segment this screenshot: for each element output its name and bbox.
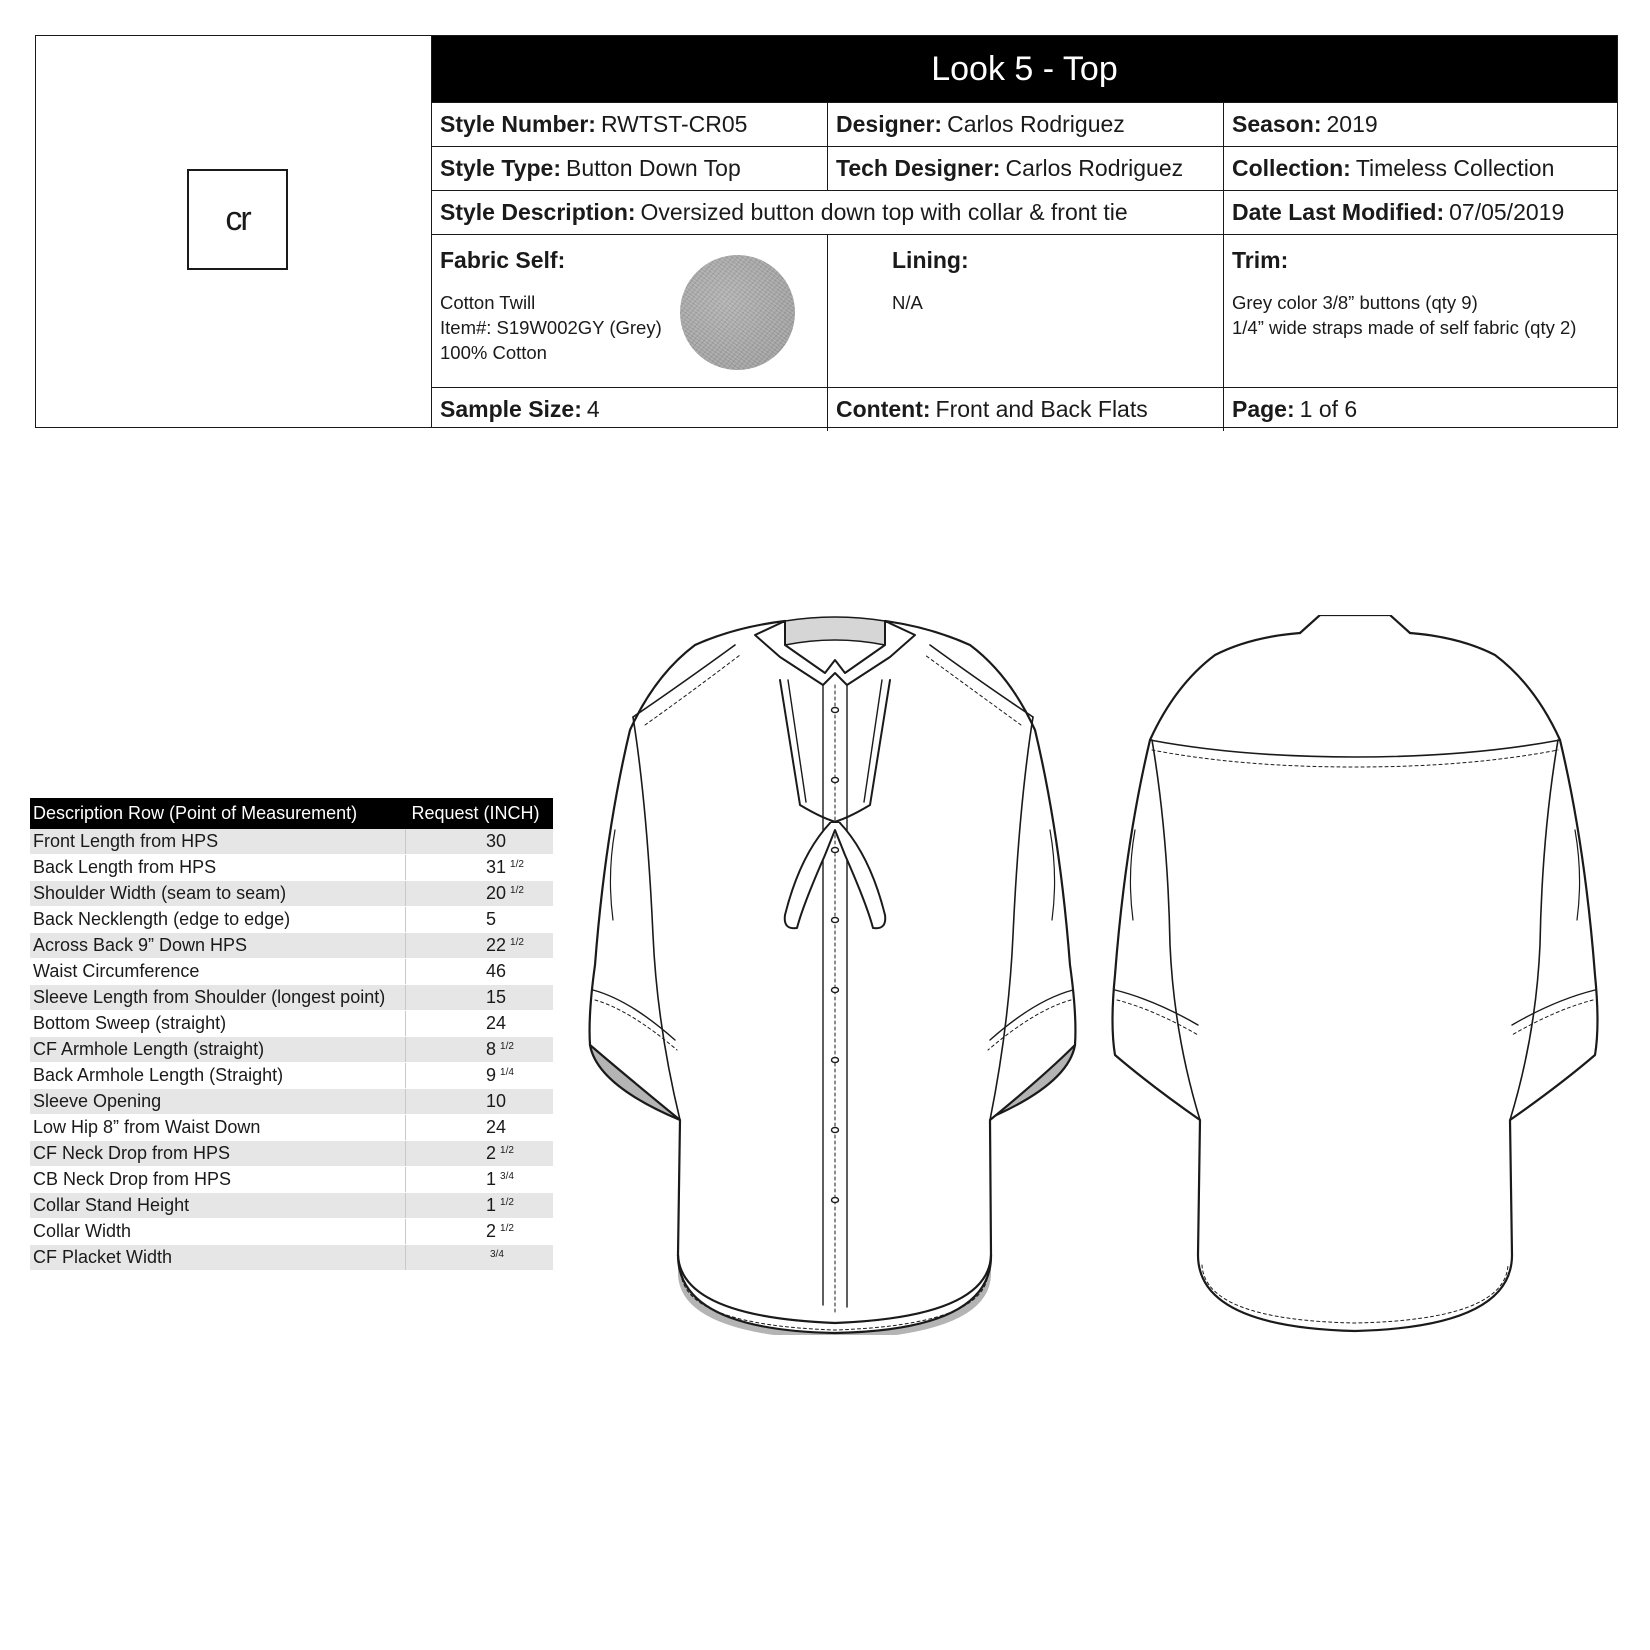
designer-cell [828,103,1224,146]
measurement-description: Waist Circumference [30,959,406,985]
front-collar-stand [785,617,885,645]
measurement-description: Across Back 9” Down HPS [30,933,406,959]
measurement-rows [30,829,553,1271]
measurement-row [30,959,553,985]
measurement-whole: 8 [486,1039,497,1059]
designer-value: Carlos Rodriguez [947,111,1125,137]
content-cell [828,388,1224,431]
measurement-fraction: 1/2 [500,1223,514,1234]
trim-details [1232,290,1608,340]
fabric-self-label: Fabric Self: [440,247,566,273]
page-title: Look 5 - Top [432,36,1617,102]
measurement-description: Back Length from HPS [30,855,406,881]
front-body-outline [590,621,1076,1333]
measurement-description: CF Placket Width [30,1245,406,1271]
measurement-description: Bottom Sweep (straight) [30,1011,406,1037]
spec-header [431,35,1618,428]
measurement-row [30,1193,553,1219]
tech-designer-cell [828,147,1224,190]
measurement-row [30,855,553,881]
measurement-description: Low Hip 8” from Waist Down [30,1115,406,1141]
measurement-description: Collar Width [30,1219,406,1245]
fabric-swatch [680,255,795,370]
measurement-row [30,1037,553,1063]
measurement-whole: 1 [486,1169,497,1189]
measurement-row [30,1141,553,1167]
content-value: Front and Back Flats [935,396,1148,422]
trim-label: Trim: [1232,247,1289,273]
fabric-name: Cotton Twill [440,292,536,313]
date-modified-label: Date Last Modified: [1232,199,1445,225]
measurement-description: Shoulder Width (seam to seam) [30,881,406,907]
measurement-row [30,1089,553,1115]
measurement-whole: 24 [486,1117,507,1137]
measurement-value [406,907,554,933]
style-number-label: Style Number: [440,111,596,137]
measurement-row [30,907,553,933]
measurement-value [406,1063,554,1089]
style-type-label: Style Type: [440,155,561,181]
collection-value: Timeless Collection [1355,155,1555,181]
measurement-value [406,1089,554,1115]
button-2 [832,778,839,783]
button-4 [832,918,839,923]
measurement-description: Sleeve Length from Shoulder (longest point) [30,985,406,1011]
header-row-5 [432,387,1617,431]
button-8 [832,1198,839,1203]
measurement-value [406,1219,554,1245]
brand-logo [187,169,288,270]
measurement-fraction: 1/2 [500,1041,514,1052]
button-5 [832,988,839,993]
measurement-value [406,881,554,907]
collection-label: Collection: [1232,155,1351,181]
header-row-2 [432,146,1617,190]
page-cell [1224,388,1616,431]
trim-cell [1224,235,1616,387]
back-collar [1300,615,1410,633]
lining-label: Lining: [892,247,969,273]
measurement-whole: 9 [486,1065,497,1085]
measurement-value [406,1193,554,1219]
style-type-cell [432,147,828,190]
measurement-value [406,1141,554,1167]
measurement-description: Back Necklength (edge to edge) [30,907,406,933]
measurement-row [30,1115,553,1141]
measurement-row [30,1219,553,1245]
measurement-whole: 20 [486,883,507,903]
fabric-content: 100% Cotton [440,342,547,363]
header-row-3 [432,190,1617,234]
fabric-item: Item#: S19W002GY (Grey) [440,317,662,338]
measurement-description: CF Neck Drop from HPS [30,1141,406,1167]
measurement-whole: 2 [486,1143,497,1163]
header-row-1 [432,102,1617,146]
measurement-row [30,881,553,907]
measurement-value [406,1167,554,1193]
measurement-row [30,1011,553,1037]
tech-designer-value: Carlos Rodriguez [1005,155,1184,181]
button-3 [832,848,839,853]
measurement-whole: 2 [486,1221,497,1241]
measurement-value [406,1245,554,1271]
measurement-whole: 5 [486,909,497,929]
measurement-fraction: 1/2 [500,1197,514,1208]
lining-cell [828,235,1224,387]
measurement-row [30,1245,553,1271]
page-label: Page: [1232,396,1295,422]
measurement-whole: 46 [486,961,507,981]
measurement-whole: 31 [486,857,507,877]
measurement-value [406,1115,554,1141]
measurement-whole: 24 [486,1013,507,1033]
measurement-fraction: 1/2 [500,1145,514,1156]
measurement-description: Back Armhole Length (Straight) [30,1063,406,1089]
measurement-value [406,829,554,855]
season-value: 2019 [1326,111,1378,137]
content-label: Content: [836,396,931,422]
date-modified-value: 07/05/2019 [1449,199,1565,225]
measurement-description: Front Length from HPS [30,829,406,855]
measurement-row [30,985,553,1011]
measurement-whole: 30 [486,831,507,851]
measurement-table [30,798,553,1271]
style-description-label: Style Description: [440,199,636,225]
trim-buttons: Grey color 3/8” buttons (qty 9) [1232,292,1478,313]
season-label: Season: [1232,111,1322,137]
measurement-fraction: 1/2 [510,937,524,948]
measurement-value [406,1037,554,1063]
measurement-description: Sleeve Opening [30,1089,406,1115]
style-description-value: Oversized button down top with collar & front tie [640,199,1128,225]
tech-designer-label: Tech Designer: [836,155,1001,181]
lining-value: N/A [892,292,923,313]
measurement-fraction: 3/4 [490,1249,504,1260]
style-number-value: RWTST-CR05 [600,111,748,137]
button-7 [832,1128,839,1133]
measurement-whole: 1 [486,1195,497,1215]
designer-label: Designer: [836,111,943,137]
measurement-fraction: 1/2 [510,859,524,870]
measurement-row [30,1167,553,1193]
measurement-description: CB Neck Drop from HPS [30,1167,406,1193]
measurement-value [406,855,554,881]
logo-text: cr [225,200,250,238]
measurement-fraction: 3/4 [500,1171,514,1182]
measurement-whole: 15 [486,987,507,1007]
collection-cell [1224,147,1616,190]
measurement-value [406,959,554,985]
front-flat-sketch [585,605,1085,1335]
materials-row [432,234,1617,387]
lining-details [892,290,1215,315]
trim-straps: 1/4” wide straps made of self fabric (qty 2) [1232,317,1577,338]
measurement-description: CF Armhole Length (straight) [30,1037,406,1063]
sample-size-cell [432,388,828,431]
style-description-cell [432,191,1224,234]
measurement-whole: 22 [486,935,507,955]
measurement-value [406,985,554,1011]
page-value: 1 of 6 [1299,396,1358,422]
measurement-value [406,933,554,959]
measurement-header-row [30,798,553,829]
measurement-description: Collar Stand Height [30,1193,406,1219]
measurement-fraction: 1/2 [510,885,524,896]
date-modified-cell [1224,191,1616,234]
measurement-fraction: 1/4 [500,1067,514,1078]
button-6 [832,1058,839,1063]
style-number-cell [432,103,828,146]
sample-size-label: Sample Size: [440,396,582,422]
style-type-value: Button Down Top [566,155,741,181]
col-description: Description Row (Point of Measurement) [30,798,406,829]
measurement-value [406,1011,554,1037]
measurement-row [30,1063,553,1089]
measurement-row [30,829,553,855]
sample-size-value: 4 [586,396,600,422]
fabric-self-cell [432,235,828,387]
col-request: Request (INCH) [406,798,554,829]
button-1 [832,708,839,713]
back-body-outline [1113,633,1598,1331]
season-cell [1224,103,1616,146]
measurement-whole: 10 [486,1091,507,1111]
back-flat-sketch [1110,615,1600,1335]
measurement-row [30,933,553,959]
